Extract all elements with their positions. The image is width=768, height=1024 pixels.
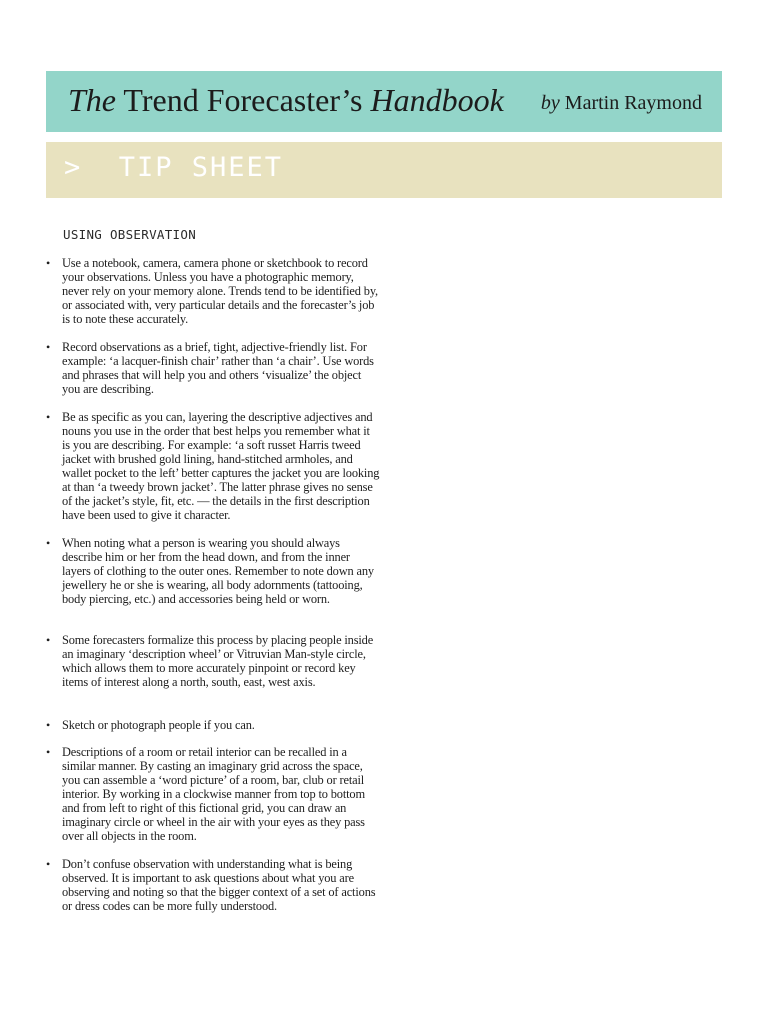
author-byline: [541, 93, 702, 113]
author-name: Martin Raymond: [559, 92, 702, 114]
byline-by: by: [540, 92, 560, 114]
title-the: The: [68, 82, 116, 118]
title-middle: Trend Forecaster’s: [116, 82, 371, 118]
book-title: [68, 84, 504, 116]
list-item: • Be as specific as you can, layering the descriptive adjectives and nouns you use in the order that best helps you remember what it is you are describing. For example: ‘a soft russet Harris tweed jacket with brushed gold lining, hand-stitched armholes, and wallet pocket to the left’ better captures the jacket you are looking at than ‘a tweedy brown jacket’. The latter phrase gives no sense of the jacket’s style, fit, etc. — the details in the first description have been used to give it character.: [62, 410, 380, 522]
tip-sheet-banner: [46, 142, 722, 198]
section-heading: USING OBSERVATION: [63, 227, 197, 242]
tip-sheet-label: > TIP SHEET: [64, 152, 284, 183]
list-item: • Record observations as a brief, tight, adjective-friendly list. For example: ‘a lacquer-finish chair’ rather than ‘a chair’. Use words and phrases that will help you and others ‘visualize’ the object you are describing.: [62, 340, 380, 396]
list-item: • Descriptions of a room or retail interior can be recalled in a similar manner. By casting an imaginary grid across the space, you can assemble a ‘word picture’ of a room, bar, club or retail interior. By working in a clockwise manner from top to bottom and from left to right of this fictional grid, you can draw an imaginary circle or wheel in the air with your eyes as they pass over all objects in the room.: [62, 745, 380, 843]
title-handbook: Handbook: [370, 82, 504, 118]
list-item: • When noting what a person is wearing you should always describe him or her from the head down, and from the inner layers of clothing to the outer ones. Remember to note down any jewellery he or she is wearing, all body adornments (tattooing, body piercing, etc.) and accessories being held or worn.: [62, 536, 380, 606]
title-banner: [46, 71, 722, 132]
list-item: • Don’t confuse observation with understanding what is being observed. It is important to ask questions about what you are observing and noting so that the bigger context of a set of actions or dress codes can be more fully understood.: [62, 857, 380, 913]
list-item: • Use a notebook, camera, camera phone or sketchbook to record your observations. Unless you have a photographic memory, never rely on your memory alone. Trends tend to be identified by, or associated with, very particular details and the forecaster’s job is to note these accurately.: [62, 256, 380, 326]
list-item: • Some forecasters formalize this process by placing people inside an imaginary ‘description wheel’ or Vitruvian Man-style circle, which allows them to more accurately pinpoint or record key items of interest along a north, south, east, west axis.: [62, 633, 380, 689]
list-item: • Sketch or photograph people if you can.: [62, 718, 380, 732]
